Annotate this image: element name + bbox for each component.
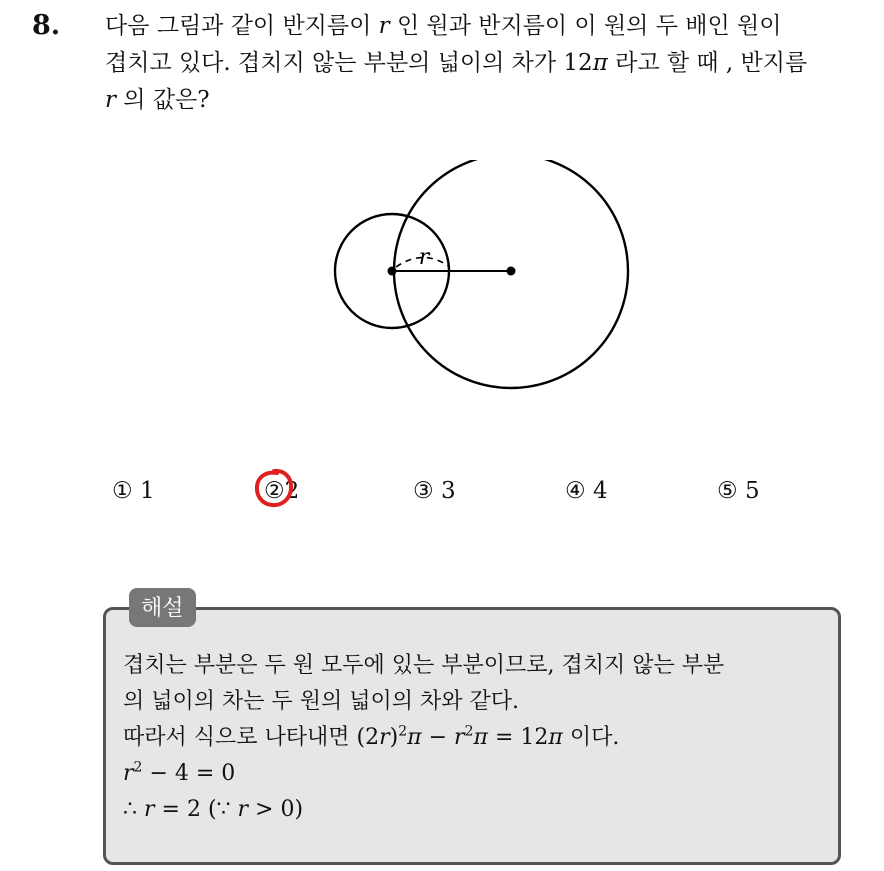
choice-4[interactable]: ④ 4	[565, 478, 608, 504]
solution-title: 해설	[129, 588, 196, 627]
stem-line-2: 겹치고 있다. 겹치지 않는 부분의 넓이의 차가 12π 라고 할 때 , 반지름	[105, 50, 808, 76]
choice-2[interactable]: ②2	[264, 478, 300, 504]
circles-figure	[320, 160, 640, 400]
choice-1[interactable]: ① 1	[112, 478, 155, 504]
solution-body	[123, 648, 833, 828]
solution-line-4: $r^2 - 4 = 0$	[123, 759, 236, 786]
choice-5[interactable]: ⑤ 5	[717, 478, 760, 504]
solution-line-3: 따라서 식으로 나타내면 $(2r)^2\pi - r^2\pi = 12\pi$ 이다.	[123, 723, 620, 750]
answer-choices	[0, 478, 884, 508]
radius-label: r	[418, 245, 430, 270]
stem-line-1: 다음 그림과 같이 반지름이 r 인 원과 반지름이 이 원의 두 배인 원이	[105, 13, 782, 39]
large-circle-center	[507, 267, 516, 276]
solution-line-2: 의 넓이의 차는 두 원의 넓이의 차와 같다.	[123, 689, 519, 714]
choice-3[interactable]: ③ 3	[413, 478, 456, 504]
solution-line-1: 겹치는 부분은 두 원 모두에 있는 부분이므로, 겹치지 않는 부분	[123, 653, 725, 678]
answer-circle-mark	[252, 466, 296, 510]
stem-line-3: r 의 값은?	[105, 87, 210, 113]
question-stem	[105, 8, 880, 119]
solution-line-5: ∴ r = 2 (∵ r > 0)	[123, 797, 304, 822]
question-number: 8.	[32, 10, 61, 41]
small-circle-center	[388, 267, 397, 276]
